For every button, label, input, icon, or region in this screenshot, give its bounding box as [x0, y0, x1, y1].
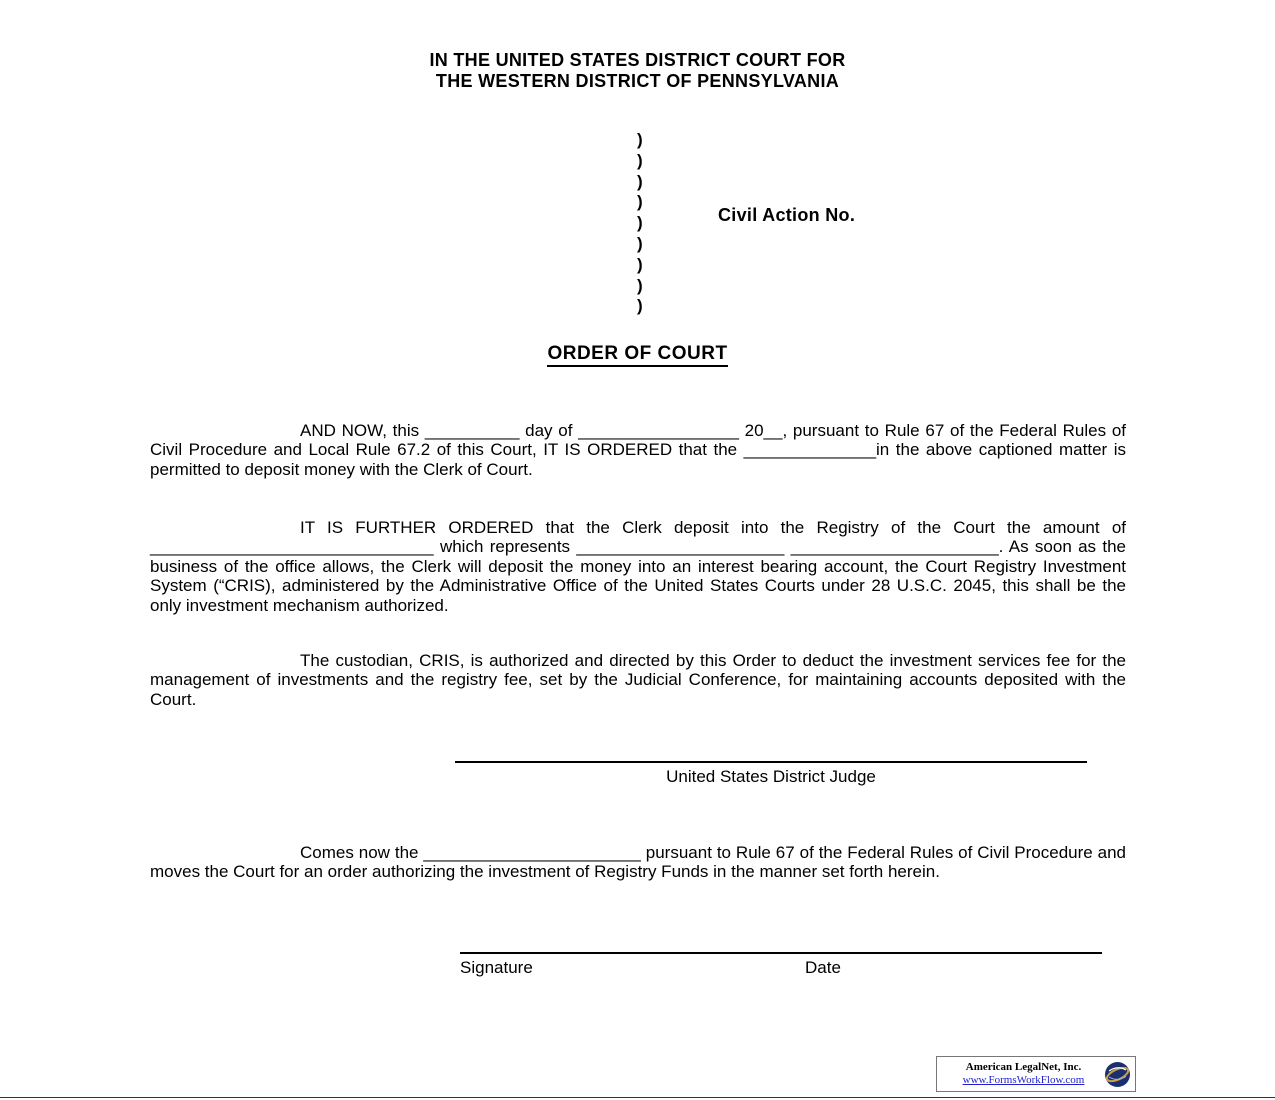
court-header-line2: THE WESTERN DISTRICT OF PENNSYLVANIA [435, 71, 840, 91]
caption-paren: ) [637, 150, 643, 170]
judge-signature-line [455, 761, 1087, 763]
paragraph-custodian: The custodian, CRIS, is authorized and directed by this Order to deduct the investment services fee for the management of investments and the registry fee, set by the Judicial Conference, for maintaining accounts deposited with the Court. [150, 651, 1126, 709]
caption-paren: ) [637, 213, 643, 233]
caption-paren: ) [637, 275, 643, 295]
caption-paren: ) [637, 233, 643, 253]
caption-parens [637, 130, 643, 317]
legalnet-logo-box [936, 1056, 1136, 1092]
date-label: Date [805, 958, 841, 977]
caption-paren: ) [637, 192, 643, 212]
legalnet-company-name: American LegalNet, Inc. [965, 1061, 1082, 1073]
legalnet-text [945, 1061, 1102, 1087]
paragraph-comes-now: Comes now the _______________________ pursuant to Rule 67 of the Federal Rules of Civil Procedure and moves the Court for an order authorizing the investment of Registry Funds in the manner set forth herein. [150, 843, 1126, 882]
formsworkflow-link[interactable]: www.FormsWorkFlow.com [962, 1074, 1085, 1086]
caption-paren: ) [637, 171, 643, 191]
court-header-line1: IN THE UNITED STATES DISTRICT COURT FOR [429, 50, 846, 70]
judge-signature-label: United States District Judge [666, 767, 876, 786]
document-title-row [0, 343, 1275, 365]
caption-paren: ) [637, 296, 643, 316]
caption-paren: ) [637, 254, 643, 274]
court-header [0, 50, 1275, 92]
page-bottom-border [0, 1097, 1275, 1098]
civil-action-label: Civil Action No. [718, 205, 856, 225]
document-title: ORDER OF COURT [547, 343, 727, 367]
signature-label: Signature [460, 958, 533, 977]
globe-icon [1104, 1061, 1131, 1088]
movant-signature-line [460, 952, 1102, 954]
paragraph-further-ordered: IT IS FURTHER ORDERED that the Clerk deposit into the Registry of the Court the amount of ______________________________ which represents ______________________ ______________________. As soon as the business of the office allows, the Clerk will deposit the money into an interest bearing account, the Court Registry Investment System (“CRIS), administered by the Administrative Office of the United States Courts under 28 U.S.C. 2045, this shall be the only investment mechanism authorized. [150, 518, 1126, 615]
paragraph-order-now: AND NOW, this __________ day of _________________ 20__, pursuant to Rule 67 of the Federal Rules of Civil Procedure and Local Rule 67.2 of this Court, IT IS ORDERED that the ______________in the above captioned matter is permitted to deposit money with the Clerk of Court. [150, 421, 1126, 479]
caption-paren: ) [637, 130, 643, 149]
